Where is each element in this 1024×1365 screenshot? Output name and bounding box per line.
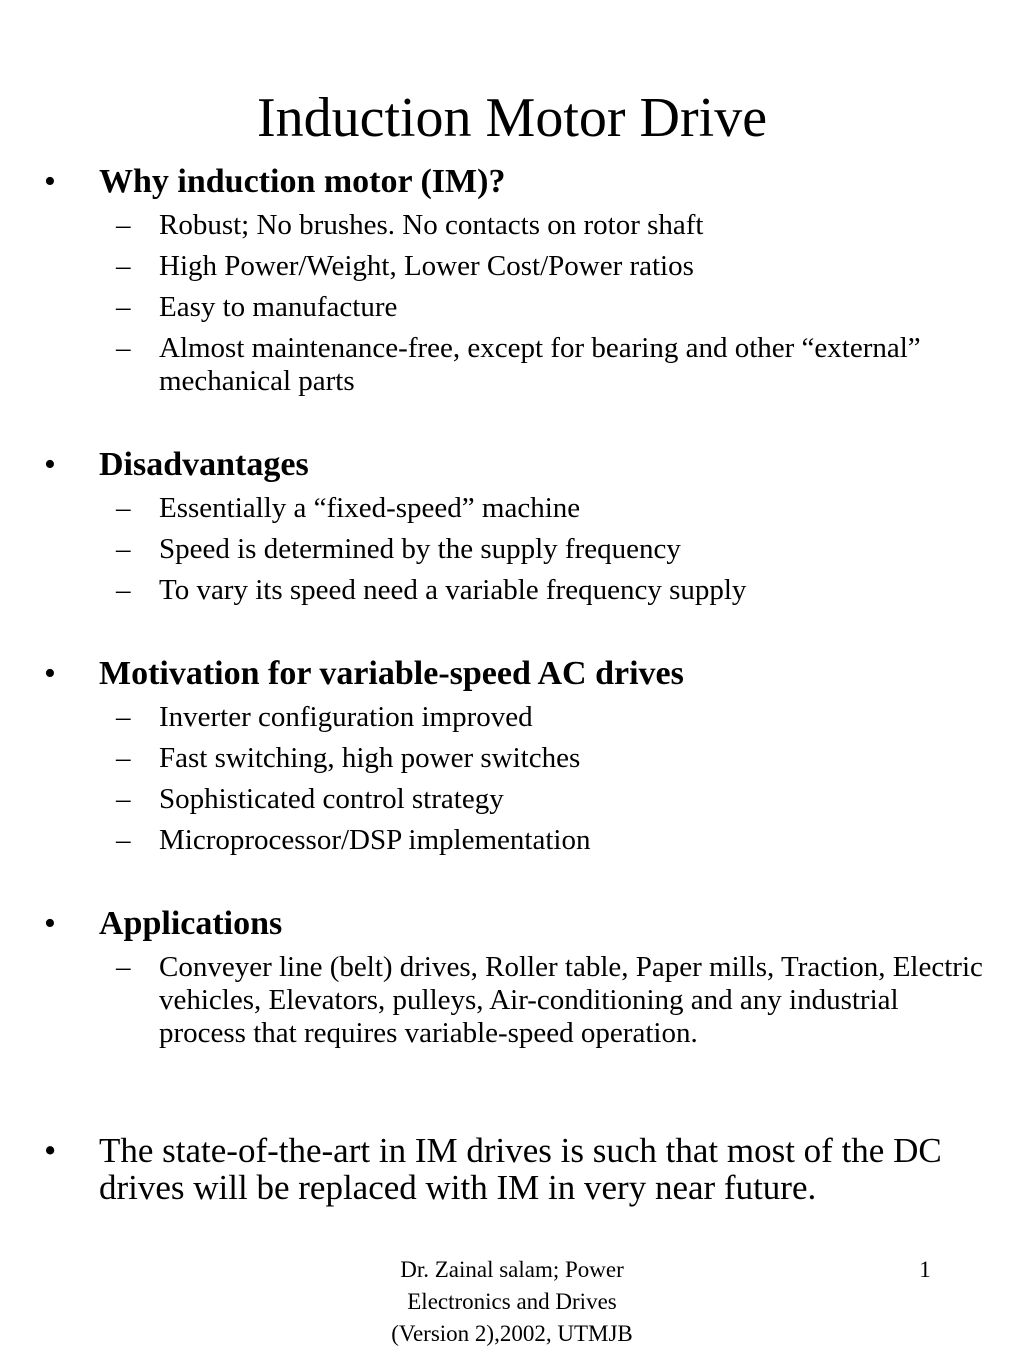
list-item (44, 783, 984, 816)
heading-text: Why induction motor (IM)? (99, 163, 506, 200)
dash-icon: – (116, 951, 131, 983)
heading-text: Motivation for variable-speed AC drives (99, 655, 684, 692)
list-item-text: Robust; No brushes. No contacts on rotor shaft (159, 209, 704, 241)
dash-icon: – (116, 824, 131, 856)
footer-credit (352, 1254, 672, 1350)
list-item-text: To vary its speed need a variable frequency supply (159, 574, 747, 606)
list-item (44, 209, 984, 242)
closing-statement (44, 1132, 984, 1206)
list-item-text: Essentially a “fixed-speed” machine (159, 492, 581, 524)
list-item-text: High Power/Weight, Lower Cost/Power ratios (159, 250, 694, 282)
closing-paragraph (44, 1132, 984, 1206)
list-item-text: Almost maintenance-free, except for bearing and other “external” mechanical parts (159, 332, 921, 397)
list-item-text: Speed is determined by the supply frequency (159, 533, 681, 565)
section-why-im (44, 163, 984, 398)
list-item (44, 701, 984, 734)
dash-icon: – (116, 291, 131, 323)
section-motivation (44, 655, 984, 857)
list-item-text: Inverter configuration improved (159, 701, 533, 733)
footer-line: Dr. Zainal salam; Power (400, 1257, 624, 1282)
list-item-text: Microprocessor/DSP implementation (159, 824, 591, 856)
dash-icon: – (116, 533, 131, 565)
list-item-text: Easy to manufacture (159, 291, 398, 323)
heading-text: Applications (99, 905, 283, 942)
bullet-icon: • (44, 905, 56, 942)
dash-icon: – (116, 332, 131, 364)
slide-title: Induction Motor Drive (256, 87, 768, 149)
list-item (44, 332, 984, 398)
dash-icon: – (116, 574, 131, 606)
page-number: 1 (919, 1257, 931, 1282)
closing-text: The state-of-the-art in IM drives is such that most of the DC drives will be replaced with IM in very near future. (99, 1131, 942, 1207)
dash-icon: – (116, 701, 131, 733)
list-item (44, 574, 984, 607)
section-heading (44, 163, 984, 201)
bullet-icon: • (44, 1131, 57, 1170)
list-item (44, 533, 984, 566)
list-item-text: Conveyer line (belt) drives, Roller table, Paper mills, Traction, Electric vehicles, Elevators, pulleys, Air-conditioning and any industrial process that requires variable-speed operation. (159, 951, 983, 1049)
dash-icon: – (116, 209, 131, 241)
section-heading (44, 446, 984, 484)
dash-icon: – (116, 492, 131, 524)
list-item (44, 492, 984, 525)
section-heading (44, 655, 984, 693)
section-applications (44, 905, 984, 1050)
section-disadvantages (44, 446, 984, 607)
dash-icon: – (116, 250, 131, 282)
list-item-text: Sophisticated control strategy (159, 783, 504, 815)
list-item (44, 250, 984, 283)
dash-icon: – (116, 742, 131, 774)
list-item (44, 742, 984, 775)
list-item (44, 291, 984, 324)
bullet-icon: • (44, 655, 56, 692)
bullet-icon: • (44, 163, 56, 200)
dash-icon: – (116, 783, 131, 815)
list-item (44, 824, 984, 857)
section-heading (44, 905, 984, 943)
list-item-text: Fast switching, high power switches (159, 742, 581, 774)
heading-text: Disadvantages (99, 446, 309, 483)
footer-line: (Version 2),2002, UTMJB (391, 1321, 633, 1346)
list-item (44, 951, 984, 1050)
footer-line: Electronics and Drives (407, 1289, 617, 1314)
bullet-icon: • (44, 446, 56, 483)
